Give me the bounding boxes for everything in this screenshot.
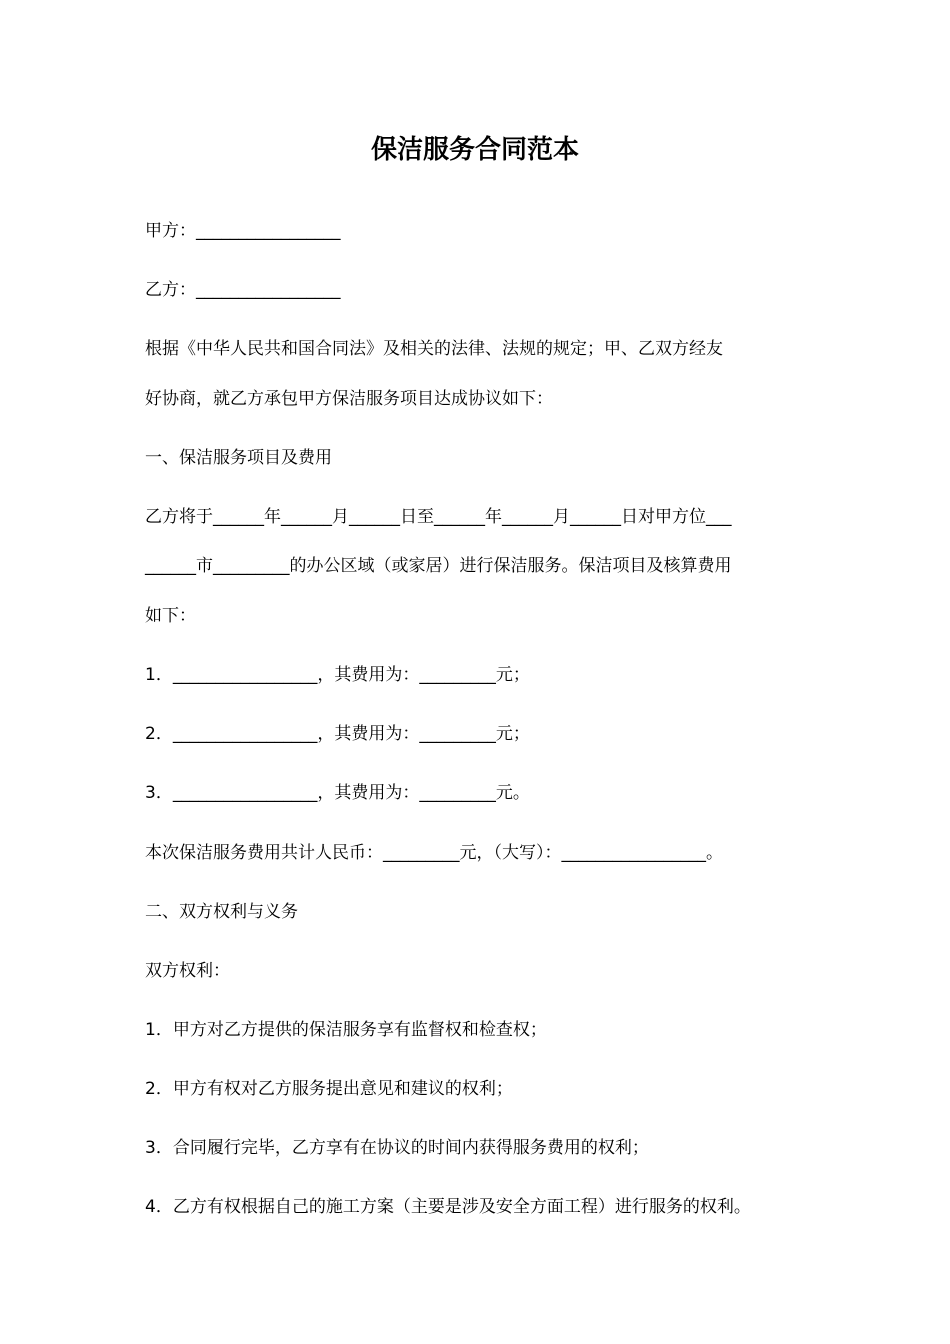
document-title: 保洁服务合同范本 [370,135,579,165]
rights-heading: 双方权利： [145,961,230,981]
right-item-4: 4．乙方有权根据自己的施工方案（主要是涉及安全方面工程）进行服务的权利。 [145,1197,751,1217]
section-heading-1: 一、保洁服务项目及费用 [145,448,332,468]
preamble-line-2: 好协商，就乙方承包甲方保洁服务项目达成协议如下： [145,389,553,409]
right-item-2: 2．甲方有权对乙方服务提出意见和建议的权利； [145,1079,513,1099]
party-a-line: 甲方：_________________ [145,221,341,241]
fee-total-line: 本次保洁服务费用共计人民币：_________元，（大写）：_________________。 [145,843,723,863]
service-period-line-1: 乙方将于______年______月______日至______年______月______日对甲方位___ [145,507,732,527]
service-period-line-3: 如下： [145,606,196,626]
fee-item-2: 2．_________________，其费用为：_________元； [145,724,530,744]
service-period-line-2: ______市_________的办公区域（或家居）进行保洁服务。保洁项目及核算费用 [145,556,732,576]
party-b-line: 乙方：_________________ [145,280,341,300]
right-item-3: 3．合同履行完毕，乙方享有在协议的时间内获得服务费用的权利； [145,1138,649,1158]
fee-item-1: 1．_________________，其费用为：_________元； [145,665,530,685]
preamble-line-1: 根据《中华人民共和国合同法》及相关的法律、法规的规定；甲、乙双方经友 [145,339,723,359]
section-heading-2: 二、双方权利与义务 [145,902,298,922]
fee-item-3: 3．_________________，其费用为：_________元。 [145,783,530,803]
right-item-1: 1．甲方对乙方提供的保洁服务享有监督权和检查权； [145,1020,547,1040]
